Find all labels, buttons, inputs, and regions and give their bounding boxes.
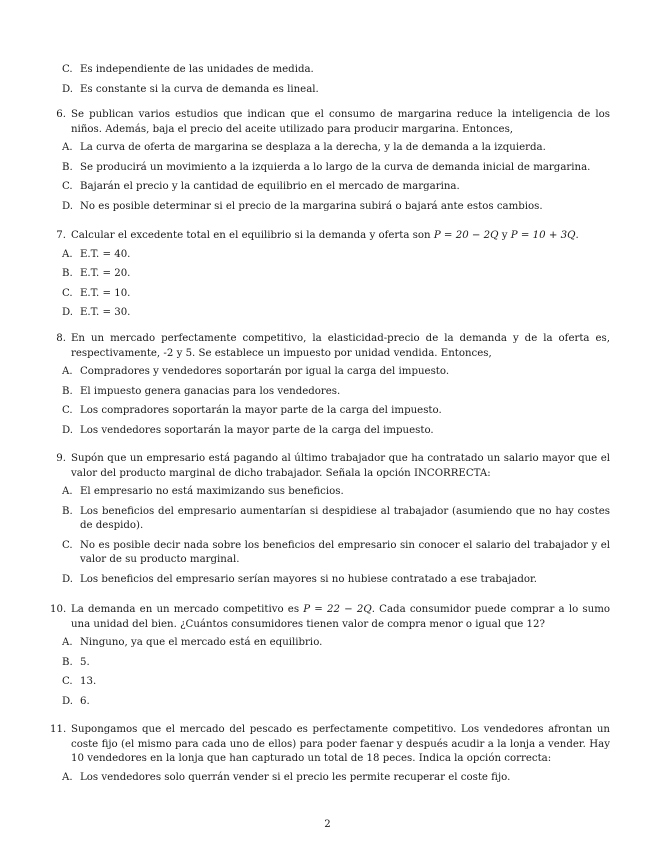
option-letter: A. [62, 366, 73, 377]
option-text: Los beneficios del empresario serían mayores si no hubiese contratado a ese trabajador. [80, 573, 537, 585]
question-text [71, 229, 610, 244]
option-text: 13. [80, 676, 97, 687]
question-text: Se publican varios estudios que indican que el consumo de margarina reduce la inteligencia de los niños. Además, baja el precio del aceite utilizado para producir margarina. Entonces, [71, 109, 610, 135]
option-letter: C. [62, 64, 73, 75]
option-letter: D. [62, 573, 74, 585]
question-text: Supongamos que el mercado del pescado es perfectamente competitivo. Los vendedores afrontan un coste fijo (el mismo para cada uno de ellos) para poder faenar y después acudir a la lonja a vender. Hay 10 vendedores en la lonja que han capturado un total de 18 peces. Indica la opción correcta: [71, 724, 610, 764]
question-text: Supón que un empresario está pagando al último trabajador que ha contratado un salario mayor que el valor del producto marginal de dicho trabajador. Señala la opción INCORRECTA: [71, 453, 610, 479]
demand-equation: P = 20 − 2Q [433, 230, 499, 241]
question-10 [50, 603, 610, 714]
continued-options [62, 63, 610, 102]
option-text: Los vendedores solo querrán vender si el precio les permite recuperar el coste fijo. [80, 771, 511, 783]
option-text: Compradores y vendedores soportarán por igual la carga del impuesto. [80, 366, 450, 377]
option-9d [62, 573, 610, 588]
option-text: Los beneficios del empresario aumentarían si despidiese al trabajador (asumiendo que no hay costes de despido). [80, 505, 610, 531]
option-text: Ninguno, ya que el mercado está en equilibrio. [80, 637, 323, 648]
question-7 [50, 229, 610, 326]
option-10c [62, 675, 610, 690]
option-letter: C. [62, 405, 73, 416]
option-letter: B. [62, 268, 73, 279]
question-number: 11. [50, 724, 67, 735]
option-11a [62, 771, 610, 786]
option-letter: B. [62, 161, 73, 173]
option-text: E.T. = 10. [80, 287, 131, 299]
question-6 [50, 108, 610, 219]
question-number: 9. [56, 453, 66, 464]
option-letter: B. [62, 505, 73, 517]
question-text-part: y [498, 230, 511, 241]
option-5c [62, 63, 610, 78]
option-letter: A. [62, 248, 73, 260]
option-6c [62, 180, 610, 195]
demand-equation: P = 22 − 2Q [303, 604, 372, 615]
option-letter: C. [62, 539, 73, 551]
option-letter: B. [62, 656, 73, 668]
question-text: En un mercado perfectamente competitivo, la elasticidad-precio de la demanda y de la oferta es, respectivamente, -2 y 5. Se establece un impuesto por unidad vendida. Entonces, [71, 333, 610, 359]
option-6d [62, 200, 610, 215]
option-9a [62, 485, 610, 500]
option-text: El empresario no está maximizando sus beneficios. [80, 486, 344, 497]
option-letter: A. [62, 486, 73, 497]
option-letter: B. [62, 385, 73, 397]
option-6b [62, 161, 610, 176]
option-text: E.T. = 20. [80, 268, 131, 279]
question-number: 10. [50, 604, 67, 615]
option-text: Es independiente de las unidades de medida. [80, 64, 314, 75]
option-9c [62, 539, 610, 568]
option-6a [62, 141, 610, 156]
option-text: No es posible decir nada sobre los beneficios del empresario sin conocer el salario del trabajador y el valor de su producto marginal. [80, 539, 610, 565]
option-7b [62, 267, 610, 282]
option-8a [62, 365, 610, 380]
option-letter: A. [62, 637, 73, 648]
option-letter: C. [62, 181, 73, 192]
option-letter: D. [62, 307, 74, 318]
option-8d [62, 424, 610, 439]
question-8 [50, 332, 610, 443]
question-number: 6. [56, 109, 66, 120]
option-10d [62, 695, 610, 710]
option-10b [62, 656, 610, 671]
option-7c [62, 287, 610, 302]
option-text: Los compradores soportarán la mayor parte de la carga del impuesto. [80, 405, 442, 416]
option-7a [62, 248, 610, 263]
option-text: 5. [80, 656, 90, 668]
option-text: 6. [80, 695, 90, 707]
option-5d [62, 83, 610, 98]
option-8b [62, 385, 610, 400]
option-8c [62, 404, 610, 419]
option-text: El impuesto genera ganacias para los vendedores. [80, 385, 341, 397]
option-text: La curva de oferta de margarina se desplaza a la derecha, y la de demanda a la izquierda. [80, 142, 546, 153]
question-9 [50, 452, 610, 592]
question-text-part: La demanda en un mercado competitivo es [71, 604, 304, 615]
question-number: 7. [56, 230, 66, 241]
option-letter: D. [62, 424, 74, 436]
option-10a [62, 636, 610, 651]
option-9b [62, 505, 610, 534]
option-text: E.T. = 30. [80, 307, 131, 318]
option-letter: C. [62, 287, 73, 299]
question-text [71, 603, 610, 632]
option-letter: A. [62, 142, 73, 153]
option-letter: C. [62, 676, 73, 687]
page-number: 2 [324, 819, 331, 830]
option-text: Es constante si la curva de demanda es lineal. [80, 83, 319, 95]
question-text-part: Calcular el excedente total en el equilibrio si la demanda y oferta son [71, 230, 434, 241]
option-text: No es posible determinar si el precio de la margarina subirá o bajará ante estos cambios. [80, 200, 543, 212]
question-text-part: . [575, 230, 579, 241]
question-number: 8. [56, 333, 66, 344]
option-letter: D. [62, 200, 74, 212]
option-letter: A. [62, 771, 73, 783]
option-7d [62, 306, 610, 321]
option-letter: D. [62, 695, 74, 707]
supply-equation: P = 10 + 3Q [510, 230, 576, 241]
option-text: Los vendedores soportarán la mayor parte de la carga del impuesto. [80, 424, 434, 436]
question-text-part: . Cada consumidor puede comprar a lo sumo una unidad del bien. ¿Cuántos consumidores tienen valor de compra menor o igual que 12? [71, 604, 610, 630]
option-text: Se producirá un movimiento a la izquierda a lo largo de la curva de demanda inicial de margarina. [80, 161, 591, 173]
option-text: Bajarán el precio y la cantidad de equilibrio en el mercado de margarina. [80, 181, 460, 192]
option-text: E.T. = 40. [80, 248, 131, 260]
question-11 [50, 723, 610, 790]
option-letter: D. [62, 83, 74, 95]
